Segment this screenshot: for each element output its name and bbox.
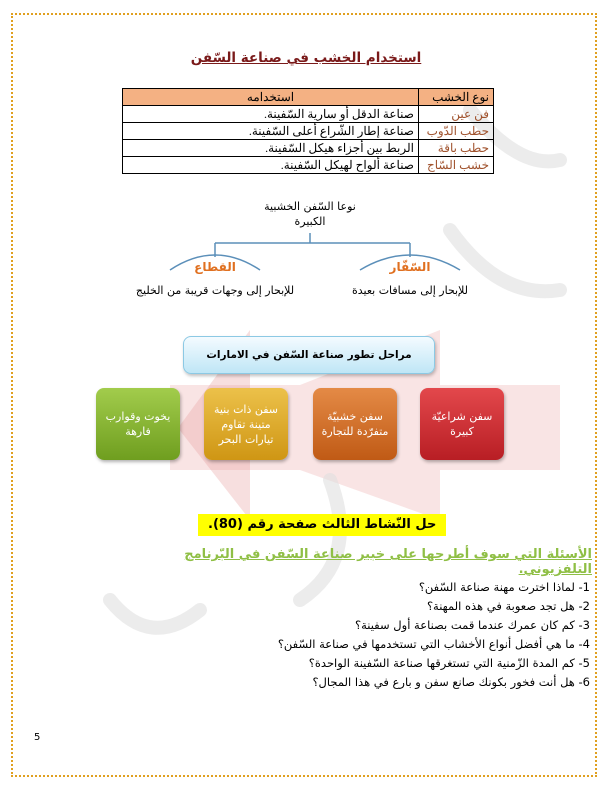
wood-type-cell: فن عين (419, 106, 494, 123)
wood-type-cell: حطب الدّوب (419, 123, 494, 140)
stage-4: يخوت وقوارب فارهة (96, 388, 180, 460)
question-item: 6- هل أنت فخور بكونك صانع سفن و بارع في هذا المجال؟ (312, 675, 590, 689)
branch-desc-left: للإبحار إلى وجهات قريبة من الخليج (135, 284, 295, 297)
stage-2: سفن خشبيّة متفرّدة للتجارة (313, 388, 397, 460)
wood-use-cell: صناعة ألواح لهيكل السّفينة. (123, 157, 419, 174)
stage-1: سفن شراعيّة كبيرة (420, 388, 504, 460)
wood-type-cell: حطب باقة (419, 140, 494, 157)
questions-title: الأسئلة التي سوف أطرحها على خبير صناعة السّفن في البّرنامج التلفزيوني. (184, 547, 592, 577)
question-item: 3- كم كان عمرك عندما قمت بصناعة أول سفينة؟ (354, 618, 590, 632)
wood-use-cell: صناعة الدقل أو سارية السّفينة. (123, 106, 419, 123)
wood-type-cell: خشب السّاج (419, 157, 494, 174)
stage-3: سفن ذات بنية متينة تقاوم تيارات البحر (204, 388, 288, 460)
stages-title: مراحل تطور صناعة السّفن في الامارات (183, 336, 435, 374)
tree-root: نوعا السّفن الخشبية الكبيرة (264, 200, 356, 228)
branch-title-left: القطاع (194, 260, 236, 274)
header-usage: استخدامه (123, 89, 419, 106)
activity-instruction: حل النّشاط الثالث صفحة رقم (80). (198, 514, 446, 536)
wood-use-cell: الربط بين أجزاء هيكل السّفينة. (123, 140, 419, 157)
question-item: 4- ما هي أفضل أنواع الأخشاب التي تستخدمها في صناعة السّفن؟ (277, 637, 590, 651)
branch-title-right: السّفّار (389, 260, 431, 274)
wood-use-cell: صناعة إطار الشّراع أعلى السّفينة. (123, 123, 419, 140)
page-title: استخدام الخشب في صناعة السّفن (190, 50, 422, 66)
question-item: 2- هل تجد صعوبة في هذه المهنة؟ (426, 599, 590, 613)
questions-list (170, 578, 590, 692)
header-wood-type: نوع الخشب (419, 89, 494, 106)
question-item: 1- لماذا اخترت مهنة صناعة السّفن؟ (418, 580, 590, 594)
page-number: 5 (34, 732, 41, 743)
question-item: 5- كم المدة الزّمنية التي تستغرقها صناعة السّفينة الواحدة؟ (308, 656, 590, 670)
branch-desc-right: للإبحار إلى مسافات بعيدة (351, 284, 469, 297)
